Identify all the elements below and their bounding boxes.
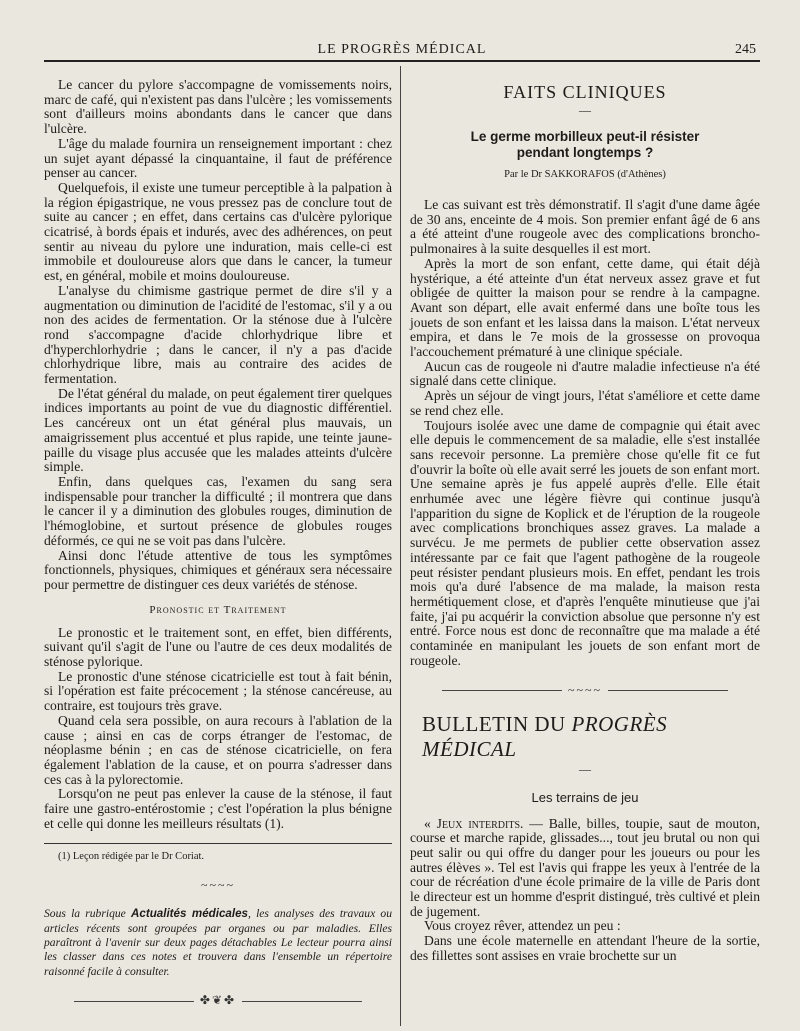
paragraph: Aucun cas de rougeole ni d'autre maladie infectieuse n'a été signalé dans cette clinique. xyxy=(410,358,760,389)
article-title-line-1: Le germe morbilleux peut-il résister xyxy=(470,129,700,144)
article-title xyxy=(410,129,760,161)
right-column xyxy=(410,78,760,964)
paragraph: Quelquefois, il existe une tumeur perceptible à la palpation à la région épigastrique, ne vous pressez pas de conclure tout de suite au cancer ; en effet, dans certains cas d'ulcère pylorique cicatrisé, à bords épais et indurés, avec des adhérences, on peut sentir au niveau du pylore une induration, mais celle-ci est immobile et douloureuse alors que dans le cancer, la tumeur est, en général, mobile et moins douloureuse. xyxy=(44,179,392,284)
paragraph: Le pronostic d'une sténose cicatricielle est tout à fait bénin, si l'opération est faite précocement ; la sténose cancéreuse, au contraire, est toujours très grave. xyxy=(44,668,392,714)
left-column xyxy=(44,78,392,1022)
bulletin-prefix: BULLETIN DU xyxy=(422,711,566,736)
paragraph: Le cancer du pylore s'accompagne de vomissements noirs, marc de café, qui n'existent pas dans l'ulcère ; les vomissements sont d'ailleurs moins abondants dans le cancer que dans l'ulcère. xyxy=(44,77,392,137)
bulletin-italic: PROGRÈS MÉDICAL xyxy=(422,711,668,761)
footnote: (1) Leçon rédigée par le Dr Coriat. xyxy=(58,851,205,863)
paragraph: Lorsqu'on ne peut pas enlever la cause de la sténose, il faut faire une gastro-entérostomie ; c'est l'opération la plus bénigne et celle qui donne les meilleurs résultats (1). xyxy=(44,786,392,831)
notice-text: , les analyses des travaux ou articles récents sont groupées par organes ou par maladies. Elles paraîtront à l'avenir sur deux pages détachables Le lecteur pourra ainsi les classer dans ces notes et trouvera dans l'ensemble un répertoire raisonné facile à consulter. xyxy=(44,907,392,978)
paragraph: Enfin, dans quelques cas, l'examen du sang sera indispensable pour trancher la difficulté ; il montrera que dans le cancer il y a diminution des globules rouges, diminution de l'hémoglobine, et surtout présence de globules rouges déformés, ce qui ne se voit pas dans l'ulcère. xyxy=(44,473,392,548)
paragraph: L'âge du malade fournira un renseignement important : chez un sujet ayant dépassé la cinquantaine, il faut de préférence penser au cancer. xyxy=(44,135,392,181)
header-rule xyxy=(44,60,760,62)
ornament-divider: ~~~~ xyxy=(201,878,235,893)
ornament-divider: ~~~~ xyxy=(410,683,760,698)
footnote-rule xyxy=(44,843,392,844)
quote-head: « Jeux interdits. xyxy=(424,815,524,831)
section-dash: — xyxy=(579,103,591,117)
ornament-flourish: ✤❦✤ xyxy=(44,993,392,1008)
notice-bold: Actualités médicales xyxy=(131,907,248,921)
paragraph: Toujours isolée avec une dame de compagnie qui était avec elle depuis le commencement de sa maladie, elle s'est installée sans recevoir personne. La première chose qu'elle fit ce fut d'ouvrir la boîte où elle avait serré les jouets de son enfant mort. Une semaine après je fus appelé auprès d'elle. Elle était enrhumée avec une légère fièvre qui continue jusqu'à l'apparition du signe de Koplick et de l'éruption de la rougeole avec complications bronchiques assez graves. La malade a survécu. Je me permets de publier cette observation assez intéressante par ce fait que l'agent pathogène de la rougeole peut résister pendant plusieurs mois. En effet, pendant les trois mois qu'a duré l'absence de ma malade, la maison resta hermétiquement close, et d'après l'enquête minutieuse que j'ai faite, j'ai pu acquérir la conviction absolue que personne n'y est entré. Force nous est donc de reconnaître que ma malade a été contaminée en manipulant les jouets de son enfant mort de rougeole. xyxy=(410,417,760,668)
bulletin-subtitle: Les terrains de jeu xyxy=(531,789,639,805)
paragraph: Ainsi donc l'étude attentive de tous les symptômes fonctionnels, physiques, chimiques et généraux sera nécessaire pour permettre de distinguer ces deux variétés de sténose. xyxy=(44,547,392,592)
section-subheading: Pronostic et Traitement xyxy=(149,603,287,616)
paragraph: Après la mort de son enfant, cette dame, qui était déjà hystérique, a été atteinte d'un état nerveux assez grave et fut obligée de quitter la maison pour se rendre à la campagne. Avant son départ, elle avait enfermé dans une boîte tous les jouets de son enfant et les laissa dans la maison. L'état nerveux empira, et dans le 7e mois de la grossesse on provoqua l'accouchement prématuré à une clinique spéciale. xyxy=(410,255,760,360)
quote-text: — Balle, billes, toupie, saut de mouton, course et marche rapide, glissades..., tout jeu brutal ou non qui peut salir ou qui offre du danger pour les joueurs ou pour les autres élèves ». Tel est l'avis qui frappe les yeux à l'entrée de la cour de récréation d'une école primaire de la ville de Paris dont le directeur est un homme d'esprit distingué, très cultivé et plein de jugement. xyxy=(410,815,761,919)
section-title: FAITS CLINIQUES xyxy=(503,82,667,102)
paragraph: L'analyse du chimisme gastrique permet de dire s'il y a augmentation ou diminution de l'acidité de l'estomac, s'il y a ou non des acides de fermentation. Or la sténose due à l'ulcère rond s'accompagne d'acide chlorhydrique libre et d'hyperchlorhydrie ; dans le cancer, il n'y a pas d'acide chlorhydrique libre, mais au contraire des acides de fermentation. xyxy=(44,282,392,387)
notice-prefix: Sous la rubrique xyxy=(44,907,126,921)
paragraph: De l'état général du malade, on peut également tirer quelques indices importants au point de vue du diagnostic différentiel. Les cancéreux ont un état général plus mauvais, un amaigrissement plus accentué et plus rapide, une teinte jaune-paille du visage plus accusée que les malades atteints d'ulcère simple. xyxy=(44,385,392,475)
column-separator xyxy=(400,66,401,1026)
paragraph: Quand cela sera possible, on aura recours à l'ablation de la cause ; ainsi en cas de corps étranger de l'estomac, de néoplasme bénin ; en cas de sténose cicatricielle, on fera également l'ablation de la cause, et on pourra s'adresser dans ces cas à la pylorectomie. xyxy=(44,712,392,787)
byline: Par le Dr SAKKORAFOS (d'Athènes) xyxy=(504,169,666,180)
editorial-notice xyxy=(44,907,392,978)
bulletin-dash: — xyxy=(579,761,591,776)
paragraph: Dans une école maternelle en attendant l'heure de la sortie, des fillettes sont assises en vraie brochette sur un xyxy=(410,933,760,963)
paragraph: Le cas suivant est très démonstratif. Il s'agit d'une dame âgée de 30 ans, enceinte de 4 mois. Son premier enfant âgé de 6 ans a été atteint d'une rougeole avec des complications broncho-pulmonaires à la suite desquelles il est mort. xyxy=(410,197,760,257)
paragraph xyxy=(410,817,760,920)
bulletin-title xyxy=(422,712,760,762)
article-title-line-2: pendant longtemps ? xyxy=(516,145,654,160)
page-number: 245 xyxy=(735,42,756,57)
paragraph: Après un séjour de vingt jours, l'état s'améliore et cette dame se rend chez elle. xyxy=(410,388,760,418)
paragraph: Vous croyez rêver, attendez un peu : xyxy=(424,918,621,934)
page-header xyxy=(44,40,760,62)
journal-title: LE PROGRÈS MÉDICAL xyxy=(317,42,487,57)
paragraph: Le pronostic et le traitement sont, en effet, bien différents, suivant qu'il s'agit de l'une ou l'autre de ces deux modalités de sténose pylorique. xyxy=(44,624,392,670)
